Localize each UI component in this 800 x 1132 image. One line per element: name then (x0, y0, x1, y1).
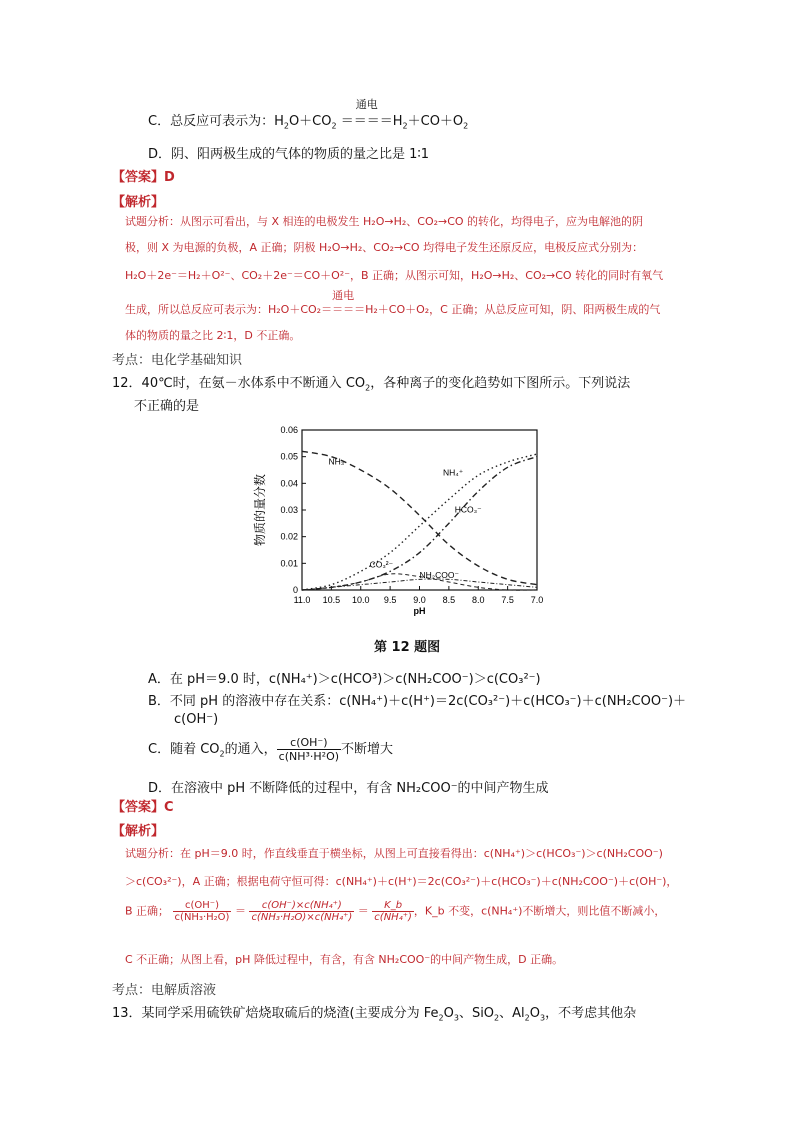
y-tick-label: 0.03 (280, 505, 298, 515)
q11-analysis-line: 体的物质的量之比 2∶1，D 不正确。 (125, 329, 301, 342)
q12-option-c: C．随着 $CO_2$的通入， $\frac{c(OH^-)}{\text{c(NH³·H²O)}}$ 不断增大 (148, 736, 394, 763)
q11-option-c: C．总反应可表示为：$H_2O+CO_2$ 通电 $====H_2+CO+O_2$ (148, 98, 469, 131)
q12-option-b: B．不同 pH 的溶液中存在关系：c(NH₄⁺)＋c(H⁺)＝2c(CO₃²⁻)＋c(HCO₃⁻)＋c(NH₂COO⁻)＋ (148, 694, 687, 709)
q13-stem: 13．某同学采用硫铁矿焙烧取硫后的烧渣(主要成分为 $Fe_2O_3$、SiO$_2$、$Al_2O_3$，不考虑其他杂 (112, 1006, 637, 1023)
series-label: NH₃ (328, 456, 345, 467)
x-tick-label: 8.0 (471, 595, 485, 605)
q12-analysis-line: 试题分析：在 pH＝9.0 时，作直线垂直于横坐标，从图上可直接看得出：c(NH₄⁺)＞c(HCO₃⁻)＞c(NH₂COO⁻) (125, 847, 663, 860)
y-axis-label: 物质的量分数 (253, 473, 267, 547)
x-tick-label: 7.0 (530, 595, 544, 605)
q11-analysis-line: 试题分析：从图示可看出，与 X 相连的电极发生 H₂O→H₂、CO₂→CO 的转化，均得电子，应为电解池的阴 (125, 215, 644, 228)
q12-analysis-line: B 正确； $\frac{c(OH^-)}{\text{c(NH₃·H₂O)}}$ ＝ $\frac{\text{c(OH⁻)×c(NH₄⁺)}}{\text{c(NH₃·H₂O)×c(NH₄⁺)}}$ ＝ $\frac{K\_b}{\text{c(NH₄⁺)}}$ ，K_b 不变，c(NH₄⁺)不断增大，则比值不断减小， (125, 900, 666, 923)
y-tick-label: 0.04 (280, 478, 298, 489)
series-label: NH₂COO⁻ (419, 570, 459, 580)
series-line-NH₃ (302, 451, 537, 584)
q11-analysis-line: 生成，所以总反应可表示为：H₂O＋CO₂ 通电 ＝＝＝＝H₂＋CO＋O₂，C 正确；从总反应可知，阴、阳两极生成的气 (125, 289, 661, 316)
q11-analysis-line: H₂O＋2e⁻＝H₂＋O²⁻、CO₂＋2e⁻＝CO＋O²⁻，B 正确；从图示可知，H₂O→H₂、CO₂→CO 转化的同时有氧气 (125, 269, 664, 282)
q12-kaodian: 考点：电解质溶液 (112, 983, 217, 998)
y-tick-label: 0.01 (280, 558, 298, 569)
q12-chart (240, 420, 560, 660)
x-axis-label: pH (413, 606, 426, 616)
q12-stem-line2: 不正确的是 (134, 399, 200, 414)
q12-analysis-line: C 不正确；从图上看，pH 降低过程中，有含，有含 NH₂COO⁻的中间产物生成，D 正确。 (125, 953, 564, 966)
series-label: HCO₃⁻ (454, 504, 482, 515)
q11-answer: 【答案】D (112, 170, 175, 185)
y-tick-label: 0.05 (280, 451, 298, 462)
q12-option-d: D．在溶液中 pH 不断降低的过程中，有含 NH₂COO⁻的中间产物生成 (148, 781, 549, 796)
q12-answer: 【答案】C (112, 800, 174, 815)
q12-option-a: A．在 pH＝9.0 时，c(NH₄⁺)＞c(HCO³)＞c(NH₂COO⁻)＞c(CO₃²⁻) (148, 672, 541, 687)
x-tick-label: 10.5 (322, 595, 341, 605)
x-tick-label: 9.5 (383, 595, 397, 605)
q11-analysis-title: 【解析】 (112, 195, 165, 210)
q12-option-b-line2: c(OH⁻) (174, 712, 219, 727)
series-label: CO₃²⁻ (369, 559, 394, 570)
x-tick-label: 9.0 (413, 595, 426, 605)
figure-caption: 第 12 题图 (374, 640, 441, 655)
q12-analysis-line: ＞c(CO₃²⁻)，A 正确；根据电荷守恒可得：c(NH₄⁺)＋c(H⁺)＝2c(CO₃²⁻)＋c(HCO₃⁻)＋c(NH₂COO⁻)＋c(OH⁻)， (125, 875, 678, 888)
q12-analysis-title: 【解析】 (112, 824, 165, 839)
x-tick-label: 7.5 (501, 595, 514, 605)
y-tick-label: 0.02 (280, 531, 298, 542)
q11-option-d: D．阴、阳两极生成的气体的物质的量之比是 1∶1 (148, 147, 430, 162)
x-tick-label: 10.0 (351, 595, 370, 605)
x-tick-label: 8.5 (442, 595, 456, 605)
q11-kaodian: 考点：电化学基础知识 (112, 353, 243, 368)
y-tick-label: 0.06 (280, 425, 298, 435)
plot-frame (302, 430, 537, 590)
q11-analysis-line: 极，则 X 为电源的负极，A 正确；阴极 H₂O→H₂、CO₂→CO 均得电子发生还原反应，电极反应式分别为： (125, 241, 644, 254)
y-tick-label: 0 (292, 585, 298, 595)
x-tick-label: 11.0 (293, 595, 311, 605)
q12-stem: 12．40℃时，在氨－水体系中不断通入 $CO_2$，各种离子的变化趋势如下图所示。下列说法 (112, 376, 631, 393)
series-label: NH₄⁺ (443, 467, 464, 478)
